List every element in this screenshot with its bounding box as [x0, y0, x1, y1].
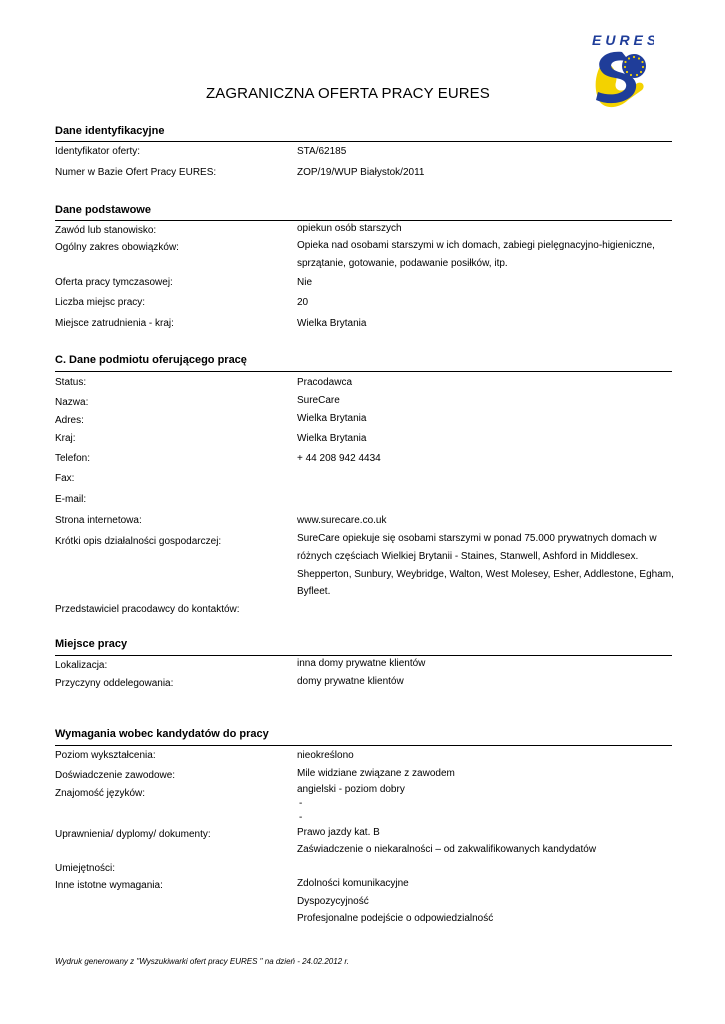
languages-value-2: - [299, 798, 303, 809]
education-label: Poziom wykształcenia: [55, 750, 156, 761]
work-country-value: Wielka Brytania [297, 318, 367, 329]
other-requirements-label: Inne istotne wymagania: [55, 880, 163, 891]
db-number-label: Numer w Bazie Ofert Pracy EURES: [55, 167, 217, 178]
employer-country-label: Kraj: [55, 433, 76, 444]
activity-value-line1: SureCare opiekuje się osobami starszymi w ponad 75.000 prywatnych domach w [297, 533, 657, 544]
positions-value: 20 [297, 297, 309, 308]
other-requirements-value-3: Profesjonalne podejście o odpowiedzialność [297, 913, 494, 924]
positions-label: Liczba miejsc pracy: [55, 297, 146, 308]
other-requirements-value-1: Zdolności komunikacyjne [297, 878, 409, 889]
occupation-value: opiekun osób starszych [297, 223, 402, 234]
address-label: Adres: [55, 415, 84, 426]
section-heading-requirements: Wymagania wobec kandydatów do pracy [55, 728, 269, 740]
temporary-value: Nie [297, 277, 313, 288]
section-divider [55, 220, 672, 221]
reasons-label: Przyczyny oddelegowania: [55, 678, 174, 689]
languages-label: Znajomość języków: [55, 788, 146, 799]
section-heading-identification: Dane identyfikacyjne [55, 125, 165, 137]
page-title: ZAGRANICZNA OFERTA PRACY EURES [206, 85, 490, 102]
status-value: Pracodawca [297, 377, 353, 388]
duties-value-line1: Opieka nad osobami starszymi w ich domach, zabiegi pielęgnacyjno-higieniczne, [297, 240, 655, 251]
permits-value-1: Prawo jazdy kat. B [297, 827, 380, 838]
work-country-label: Miejsce zatrudnienia - kraj: [55, 318, 174, 329]
duties-label: Ogólny zakres obowiązków: [55, 242, 179, 253]
employer-name-value: SureCare [297, 395, 340, 406]
status-label: Status: [55, 377, 87, 388]
section-divider [55, 371, 672, 372]
occupation-label: Zawód lub stanowisko: [55, 225, 157, 236]
employer-country-value: Wielka Brytania [297, 433, 367, 444]
section-heading-basic: Dane podstawowe [55, 204, 151, 216]
activity-value-line3: Shepperton, Sunbury, Weybridge, Walton, West Molesey, Esher, Addlestone, Egham, [297, 569, 674, 580]
section-divider [55, 655, 672, 656]
employer-name-label: Nazwa: [55, 397, 89, 408]
offer-id-label: Identyfikator oferty: [55, 146, 141, 157]
experience-label: Doświadczenie zawodowe: [55, 770, 176, 781]
website-value: www.surecare.co.uk [297, 515, 387, 526]
permits-value-2: Zaświadczenie o niekaralności – od zakwalifikowanych kandydatów [297, 844, 597, 855]
fax-label: Fax: [55, 473, 75, 484]
languages-value-1: angielski - poziom dobry [297, 784, 405, 795]
print-footer: Wydruk generowany z "Wyszukiwarki ofert pracy EURES " na dzień - 24.02.2012 r. [55, 957, 349, 966]
section-heading-employer: C. Dane podmiotu oferującego pracę [55, 354, 247, 366]
location-label: Lokalizacja: [55, 660, 108, 671]
email-label: E-mail: [55, 494, 87, 505]
offer-id-value: STA/62185 [297, 146, 347, 157]
activity-value-line4: Byfleet. [297, 586, 331, 597]
phone-label: Telefon: [55, 453, 91, 464]
website-label: Strona internetowa: [55, 515, 142, 526]
permits-label: Uprawnienia/ dyplomy/ dokumenty: [55, 829, 211, 840]
section-heading-workplace: Miejsce pracy [55, 638, 128, 650]
duties-value-line2: sprzątanie, gotowanie, podawanie posiłków, itp. [297, 258, 508, 269]
languages-value-3: - [299, 812, 303, 823]
section-divider [55, 141, 672, 142]
location-value: inna domy prywatne klientów [297, 658, 426, 669]
section-divider [55, 745, 672, 746]
phone-value: + 44 208 942 4434 [297, 453, 381, 464]
skills-label: Umiejętności: [55, 863, 116, 874]
address-value: Wielka Brytania [297, 413, 367, 424]
experience-value: Mile widziane związane z zawodem [297, 768, 455, 779]
activity-label: Krótki opis działalności gospodarczej: [55, 536, 222, 547]
contact-person-label: Przedstawiciel pracodawcy do kontaktów: [55, 604, 240, 615]
activity-value-line2: różnych częściach Wielkiej Brytanii - Staines, Stanwell, Ashford in Middlesex. [297, 551, 639, 562]
other-requirements-value-2: Dyspozycyjność [297, 896, 369, 907]
db-number-value: ZOP/19/WUP Białystok/2011 [297, 167, 425, 178]
education-value: nieokreślono [297, 750, 354, 761]
temporary-label: Oferta pracy tymczasowej: [55, 277, 173, 288]
reasons-value: domy prywatne klientów [297, 676, 404, 687]
eures-logo [584, 30, 654, 110]
logo-text: EURES [592, 32, 654, 48]
